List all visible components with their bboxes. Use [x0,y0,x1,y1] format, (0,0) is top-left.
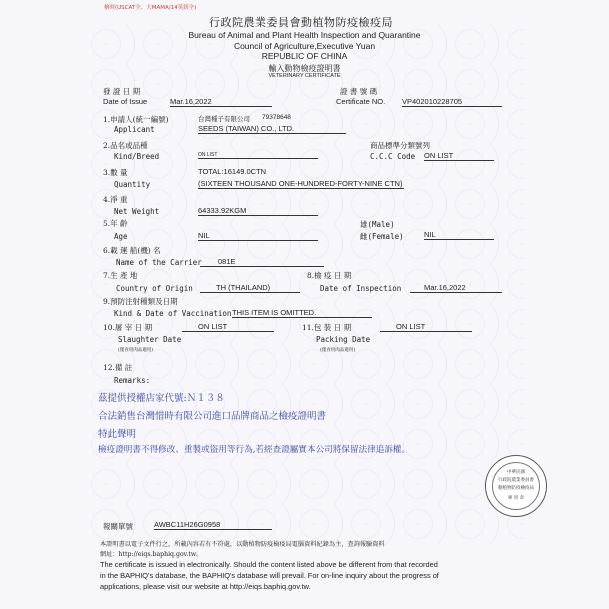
ccc-code-value: ON LIST [424,151,494,161]
inspection-date-label-en: Date of Inspection [320,284,402,293]
header-en-line1: Bureau of Animal and Plant Health Inspection and Quarantine [188,30,421,40]
slaughter-date-label-en: Slaughter Date [118,335,182,344]
kind-label-en: Kind/Breed [114,152,160,161]
seal-line-2: 行政院農業委員會 [498,478,534,483]
inspection-date-label-zh: 8.檢 疫 日 期 [307,271,352,280]
header-zh-title: 行政院農業委員會動植物防疫檢疫局 [209,16,393,29]
serial-value: AWBC11H26G0958 [154,520,272,530]
vaccination-label-en: Kind & Date of Vaccination [114,309,232,318]
kind-value: ON LIST [198,152,318,159]
certificate-no-label-en: Certificate NO. [336,97,386,106]
seal-line-1: 中華民國 [507,470,525,475]
footer-zh-line2: 網址：http://eiqs.baphiq.gov.tw。 [100,551,203,558]
header-en-line2: Council of Agriculture,Executive Yuan [233,41,376,51]
applicant-label-zh: 1.申請人(統一編號) [103,115,169,124]
applicant-value-zh: 台灣種子有限公司 [198,115,250,123]
stamp-line-2: 合法銷售台灣惜時有限公司進口品牌商品之檢疫證明書 [98,411,327,422]
vaccination-label-zh: 9.預防注射種類及日期 [103,297,178,306]
carrier-label-en: Name of the Carrier [116,258,202,267]
seal-line-4: 專 用 章 [507,496,525,501]
net-weight-value: 64333.92KGM [198,206,318,216]
female-label: 雌(Female) [360,232,404,241]
applicant-value-en: SEEDS (TAIWAN) CO., LTD. [198,124,346,134]
stamp-line-4: 檢疫證明書不得修改、重製或盜用等行為,若經查證屬實本公司將保留法律追訴權。 [98,445,411,455]
male-label: 雄(Male) [360,220,395,229]
applicant-id-number: 79378648 [262,114,291,121]
date-of-issue-label-zh: 發 證 日 期 [103,87,141,96]
stamp-line-1: 茲提供授權店家代號:Ｎ１３８ [98,393,225,404]
quantity-label-en: Quantity [114,180,151,189]
top-note: 檜時(USCAT全、大MAMA/14英鎊全) [104,5,197,11]
footer-zh-line1: 本證明書以電子文件行之，所載內容若有不符處，以動植物防疫檢疫局電腦資料紀錄為主，查詢報驗資料 [100,541,385,548]
quantity-value-2: (SIXTEEN THOUSAND ONE-HUNDRED-FORTY-NINE CTN) [198,179,403,188]
stamp-line-3: 特此聲明 [98,429,137,440]
remarks-label-en: Remarks: [114,376,151,385]
origin-label-en: Country of Origin [116,284,193,293]
certificate-title-zh: 輸入動物檢疫證明書 [268,64,341,73]
vaccination-value: THIS ITEM IS OMITTED. [232,308,372,318]
packing-date-label-en: Packing Date [316,335,371,344]
footer-en-line2: in the BAPHIQ's database, the BAPHIQ's database will prevail. For on-line inquiry about the progress of [100,571,439,580]
date-of-issue-value: Mar.16,2022 [170,97,272,107]
carrier-label-zh: 6.載 運 船(機) 名 [103,246,161,255]
packing-date-note: (僅食用肉品適用) [320,348,356,353]
seal-line-3: 動植物防疫檢疫局 [498,486,534,491]
packing-date-label-zh: 11.包 裝 日 期 [302,323,352,332]
origin-label-zh: 7.生 產 地 [103,271,138,280]
applicant-label-en: Applicant [114,125,155,134]
slaughter-date-value: ON LIST [182,322,274,332]
slaughter-date-label-zh: 10.屠 宰 日 期 [103,323,153,332]
remarks-label-zh: 12.備 註 [103,363,133,372]
origin-value: TH (THAILAND) [200,283,300,293]
age-label-zh: 5.年 齡 [103,219,128,228]
sex-value: NIL [424,230,494,240]
ccc-code-label-en: C.C.C Code [370,152,416,161]
footer-en-line3: applications, please visit our website at http://eiqs.baphiq.gov.tw. [100,582,311,591]
quantity-label-zh: 3.數 量 [103,168,128,177]
official-seal [485,455,547,517]
date-of-issue-label-en: Date of Issue [103,97,148,106]
slaughter-date-note: (僅食用肉品適用) [118,348,154,353]
carrier-value: 081E [200,257,324,267]
certificate-no-value: VP402010228705 [402,97,502,107]
inspection-date-value: Mar.16,2022 [410,283,502,293]
certificate-no-label-zh: 證 書 號 碼 [340,87,378,96]
net-weight-label-en: Net Weight [114,207,160,216]
packing-date-value: ON LIST [380,322,472,332]
footer-en-line1: The certificate is issued in electronically. Should the content listed above be different from that recorded [100,560,438,569]
age-label-en: Age [114,232,128,241]
certificate-title-en: VETERINARY CERTIFICATE [268,73,341,79]
quantity-value-1: TOTAL:16149.0CTN [198,167,267,176]
age-value: NIL [198,231,318,241]
net-weight-label-zh: 4.淨 重 [103,195,128,204]
header-en-line3: REPUBLIC OF CHINA [261,51,348,61]
kind-label-zh: 2.品名或品種 [103,141,148,150]
serial-label: 報關單號 [103,522,133,531]
ccc-code-label-zh: 商品標準分類號列 [370,141,430,150]
